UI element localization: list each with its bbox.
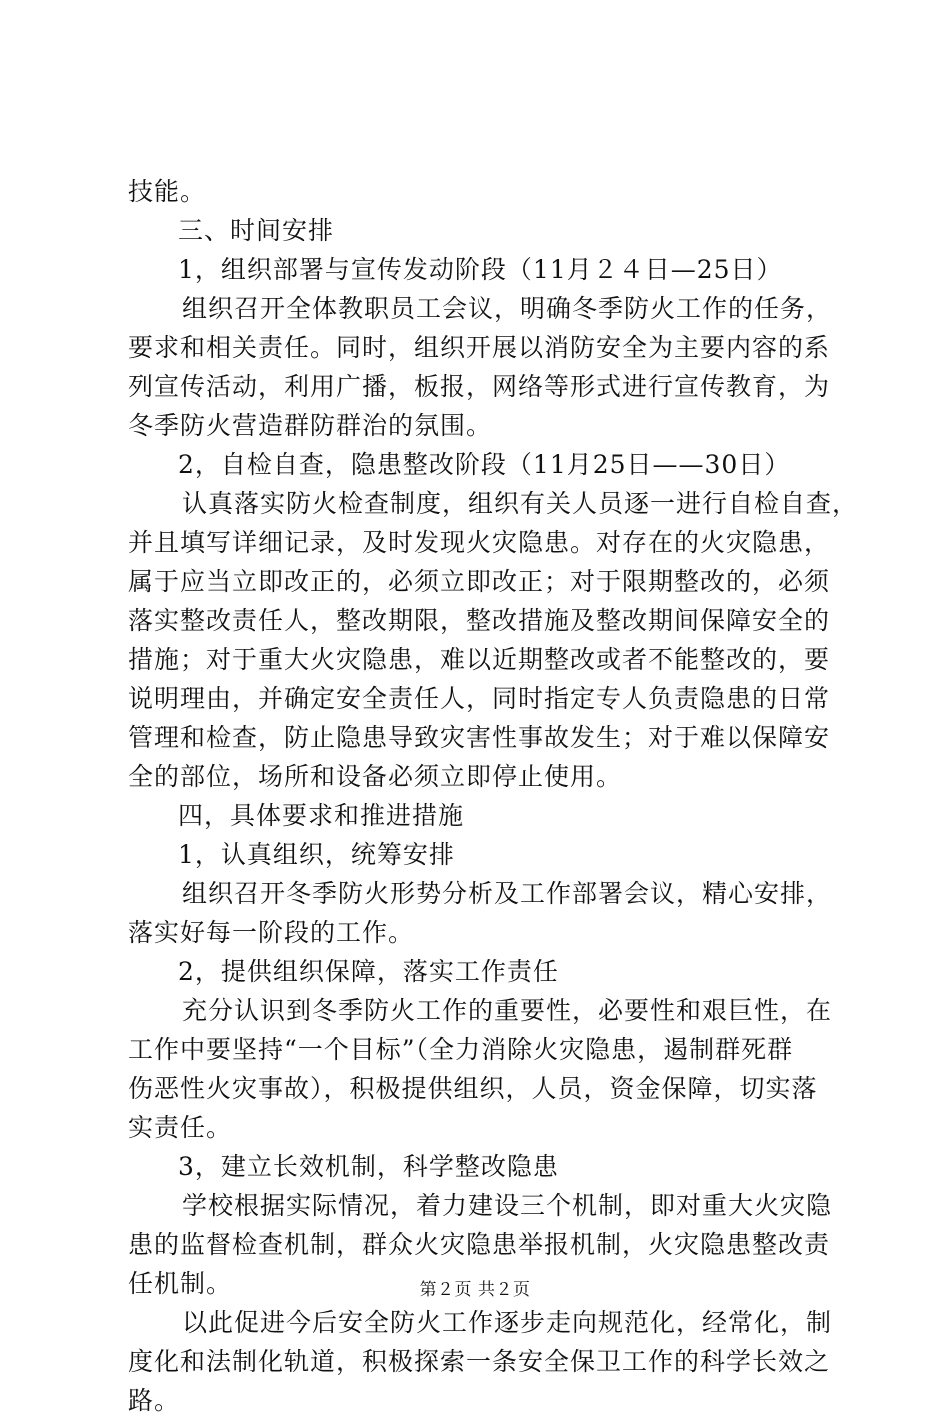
text-line: 度化和法制化轨道，积极探索一条安全保卫工作的科学长效之 bbox=[128, 1347, 831, 1376]
text-line: 工作中要坚持“一个目标”（全力消除火灾隐患，遏制群死群 bbox=[128, 1035, 794, 1064]
text-line: 2，提供组织保障，落实工作责任 bbox=[178, 957, 559, 986]
text-line: 学校根据实际情况，着力建设三个机制，即对重大火灾隐 bbox=[182, 1191, 833, 1220]
text-line: 列宣传活动，利用广播，板报，网络等形式进行宣传教育，为 bbox=[128, 372, 831, 401]
text-line: 任机制。 bbox=[128, 1269, 233, 1298]
text-line: 路。 bbox=[128, 1386, 181, 1415]
text-line: 说明理由，并确定安全责任人，同时指定专人负责隐患的日常 bbox=[128, 684, 831, 713]
document-body bbox=[128, 172, 859, 1420]
text-line: 全的部位，场所和设备必须立即停止使用。 bbox=[128, 762, 623, 791]
text-line: 要求和相关责任。同时，组织开展以消防安全为主要内容的系 bbox=[128, 333, 831, 362]
text-line: 属于应当立即改正的，必须立即改正；对于限期整改的，必须 bbox=[128, 567, 831, 596]
text-line: 措施；对于重大火灾隐患，难以近期整改或者不能整改的，要 bbox=[128, 645, 831, 674]
text-line: 管理和检查，防止隐患导致灾害性事故发生；对于难以保障安 bbox=[128, 723, 831, 752]
text-line: 1，组织部署与宣传发动阶段（11月２４日—25日） bbox=[178, 255, 783, 284]
text-line: 落实好每一阶段的工作。 bbox=[128, 918, 415, 947]
text-line: 组织召开冬季防火形势分析及工作部署会议，精心安排， bbox=[182, 879, 833, 908]
text-line: 技能。 bbox=[128, 177, 207, 206]
text-line: 伤恶性火灾事故），积极提供组织，人员，资金保障，切实落 bbox=[128, 1074, 818, 1103]
text-line: 冬季防火营造群防群治的氛围。 bbox=[128, 411, 493, 440]
text-line: 1，认真组织，统筹安排 bbox=[178, 840, 455, 869]
text-line: 2，自检自查，隐患整改阶段（11月25日——30日） bbox=[178, 450, 791, 479]
text-line: 三、时间安排 bbox=[178, 216, 335, 245]
text-line: 患的监督检查机制，群众火灾隐患举报机制，火灾隐患整改责 bbox=[128, 1230, 831, 1259]
text-line: 组织召开全体教职员工会议，明确冬季防火工作的任务， bbox=[182, 294, 833, 323]
text-line: 四，具体要求和推进措施 bbox=[178, 801, 465, 830]
text-line: 认真落实防火检查制度，组织有关人员逐一进行自检自查， bbox=[182, 489, 859, 518]
text-line: 以此促进今后安全防火工作逐步走向规范化，经常化，制 bbox=[182, 1308, 833, 1337]
text-line: 实责任。 bbox=[128, 1113, 233, 1142]
page-footer: 第２页 共２页 bbox=[419, 1280, 531, 1300]
text-line: 落实整改责任人，整改期限，整改措施及整改期间保障安全的 bbox=[128, 606, 831, 635]
text-line: 并且填写详细记录，及时发现火灾隐患。对存在的火灾隐患， bbox=[128, 528, 831, 557]
text-line: 3，建立长效机制，科学整改隐患 bbox=[178, 1152, 559, 1181]
text-line: 充分认识到冬季防火工作的重要性，必要性和艰巨性，在 bbox=[182, 996, 833, 1025]
